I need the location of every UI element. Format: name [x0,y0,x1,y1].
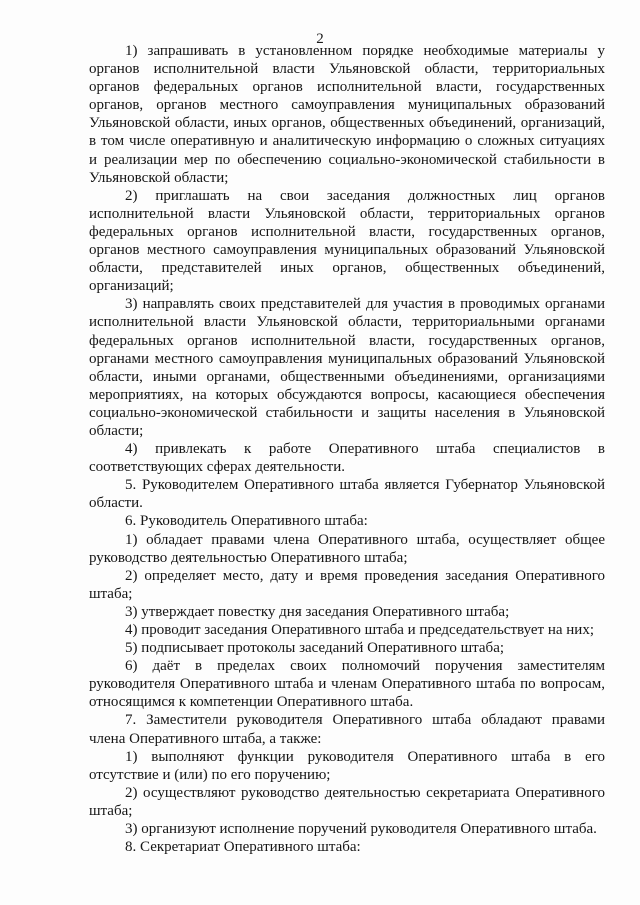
paragraph: 6. Руководитель Оперативного штаба: [125,513,368,530]
document-body [89,42,605,856]
paragraph: 1) запрашивать в установленном порядке необходимые материалы у органов исполнительной власти Ульяновской области, территориальных органов федеральных органов исполнительной власти, государственных органов, органов местного самоуправления муниципальных образований Ульяновской области, иных органов, общественных объединений, организаций, в том числе оперативную и аналитическую информацию о сложных ситуациях и реализации мер по обеспечению социально-экономической стабильности в Ульяновской области; [89,43,605,186]
paragraph: 4) привлекать к работе Оперативного штаба специалистов в соответствующих сферах деятельности. [89,441,605,476]
paragraph: 2) осуществляют руководство деятельностью секретариата Оперативного штаба; [89,784,605,819]
paragraph: 2) приглашать на свои заседания должностных лиц органов исполнительной власти Ульяновской области, территориальных органов федеральных органов исполнительной власти, государственных органов, органов местного самоуправления муниципальных образований Ульяновской области, представителей иных органов, общественных объединений, организаций; [89,187,605,295]
paragraph: 1) обладает правами члена Оперативного штаба, осуществляет общее руководство деятельностью Оперативного штаба; [89,531,605,566]
paragraph: 4) проводит заседания Оперативного штаба и председательствует на них; [125,622,594,638]
paragraph: 5. Руководителем Оперативного штаба является Губернатор Ульяновской области. [89,477,605,512]
paragraph: 2) определяет место, дату и время проведения заседания Оперативного штаба; [89,567,605,602]
paragraph: 5) подписывает протоколы заседаний Оперативного штаба; [125,640,505,657]
paragraph: 8. Секретариат Оперативного штаба: [125,839,361,856]
paragraph: 3) направлять своих представителей для участия в проводимых органами исполнительной власти Ульяновской области, территориальными органами федеральных органов исполнительной власти, государственных органов, органами местного самоуправления муниципальных образований Ульяновской области, иными органами, общественными объединениями, организациями мероприятиях, на которых обсуждаются вопросы, касающиеся обеспечения социально-экономической стабильности и защиты населения в Ульяновской области; [89,296,605,439]
paragraph: 7. Заместители руководителя Оперативного штаба обладают правами члена Оперативного штаба, а также: [89,712,605,747]
page-number: 2 [316,31,324,47]
paragraph: 1) выполняют функции руководителя Оперативного штаба в его отсутствие и (или) по его поручению; [89,748,605,783]
paragraph: 6) даёт в пределах своих полномочий поручения заместителям руководителя Оперативного штаба и членам Оперативного штаба по вопросам, относящимся к компетенции Оперативного штаба. [89,658,605,711]
paragraph: 3) организуют исполнение поручений руководителя Оперативного штаба. [125,821,597,838]
paragraph: 3) утверждает повестку дня заседания Оперативного штаба; [125,603,510,620]
